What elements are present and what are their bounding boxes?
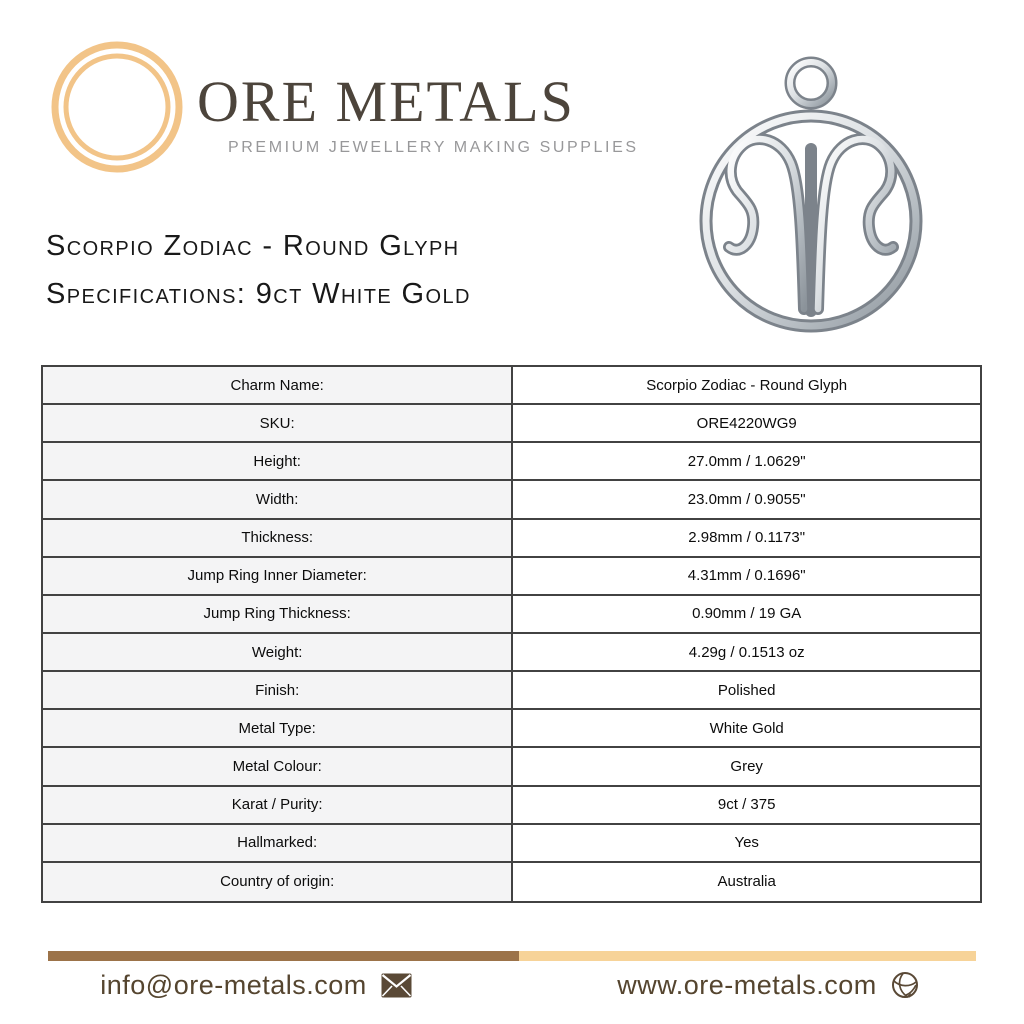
spec-value: ORE4220WG9 (513, 405, 980, 441)
spec-value: 0.90mm / 19 GA (513, 596, 980, 632)
spec-label: Country of origin: (43, 863, 513, 901)
spec-label: Thickness: (43, 520, 513, 556)
spec-value: Scorpio Zodiac - Round Glyph (513, 367, 980, 403)
footer-divider (48, 951, 976, 961)
spec-value: Yes (513, 825, 980, 861)
page-title-line1: Scorpio Zodiac - Round Glyph (46, 230, 460, 262)
footer-divider-left (48, 951, 519, 961)
table-row (43, 634, 980, 672)
spec-label: Hallmarked: (43, 825, 513, 861)
spec-value: 2.98mm / 0.1173" (513, 520, 980, 556)
brand-name: ORE METALS (197, 69, 575, 134)
spec-value: 9ct / 375 (513, 787, 980, 823)
product-charm-image (695, 45, 927, 337)
globe-icon (891, 971, 919, 999)
spec-value: Grey (513, 748, 980, 784)
spec-table (41, 365, 982, 903)
spec-label: Width: (43, 481, 513, 517)
spec-label: Jump Ring Inner Diameter: (43, 558, 513, 594)
spec-label: Finish: (43, 672, 513, 708)
table-row (43, 367, 980, 405)
footer-website: www.ore-metals.com (617, 969, 877, 1000)
spec-value: White Gold (513, 710, 980, 746)
footer-website-group (512, 962, 1024, 1008)
spec-value: 4.29g / 0.1513 oz (513, 634, 980, 670)
spec-value: Australia (513, 863, 980, 901)
table-row (43, 596, 980, 634)
spec-label: Metal Colour: (43, 748, 513, 784)
footer-divider-right (519, 951, 976, 961)
footer-email: info@ore-metals.com (100, 969, 367, 1000)
table-row (43, 863, 980, 901)
spec-label: Charm Name: (43, 367, 513, 403)
envelope-icon (381, 973, 412, 998)
spec-label: Metal Type: (43, 710, 513, 746)
table-row (43, 481, 980, 519)
footer-email-group (0, 962, 512, 1008)
footer (0, 962, 1024, 1008)
spec-label: Weight: (43, 634, 513, 670)
spec-value: 4.31mm / 0.1696" (513, 558, 980, 594)
table-row (43, 558, 980, 596)
spec-label: Karat / Purity: (43, 787, 513, 823)
brand-logo-rings-icon (50, 40, 184, 174)
page-title (46, 222, 471, 318)
table-row (43, 672, 980, 710)
spec-label: Height: (43, 443, 513, 479)
spec-label: Jump Ring Thickness: (43, 596, 513, 632)
table-row (43, 710, 980, 748)
table-row (43, 787, 980, 825)
spec-label: SKU: (43, 405, 513, 441)
page-title-line2: Specifications: 9ct White Gold (46, 278, 471, 310)
table-row (43, 825, 980, 863)
brand-tagline: PREMIUM JEWELLERY MAKING SUPPLIES (228, 139, 639, 156)
spec-value: Polished (513, 672, 980, 708)
spec-value: 27.0mm / 1.0629" (513, 443, 980, 479)
table-row (43, 443, 980, 481)
table-row (43, 748, 980, 786)
table-row (43, 405, 980, 443)
table-row (43, 520, 980, 558)
spec-value: 23.0mm / 0.9055" (513, 481, 980, 517)
